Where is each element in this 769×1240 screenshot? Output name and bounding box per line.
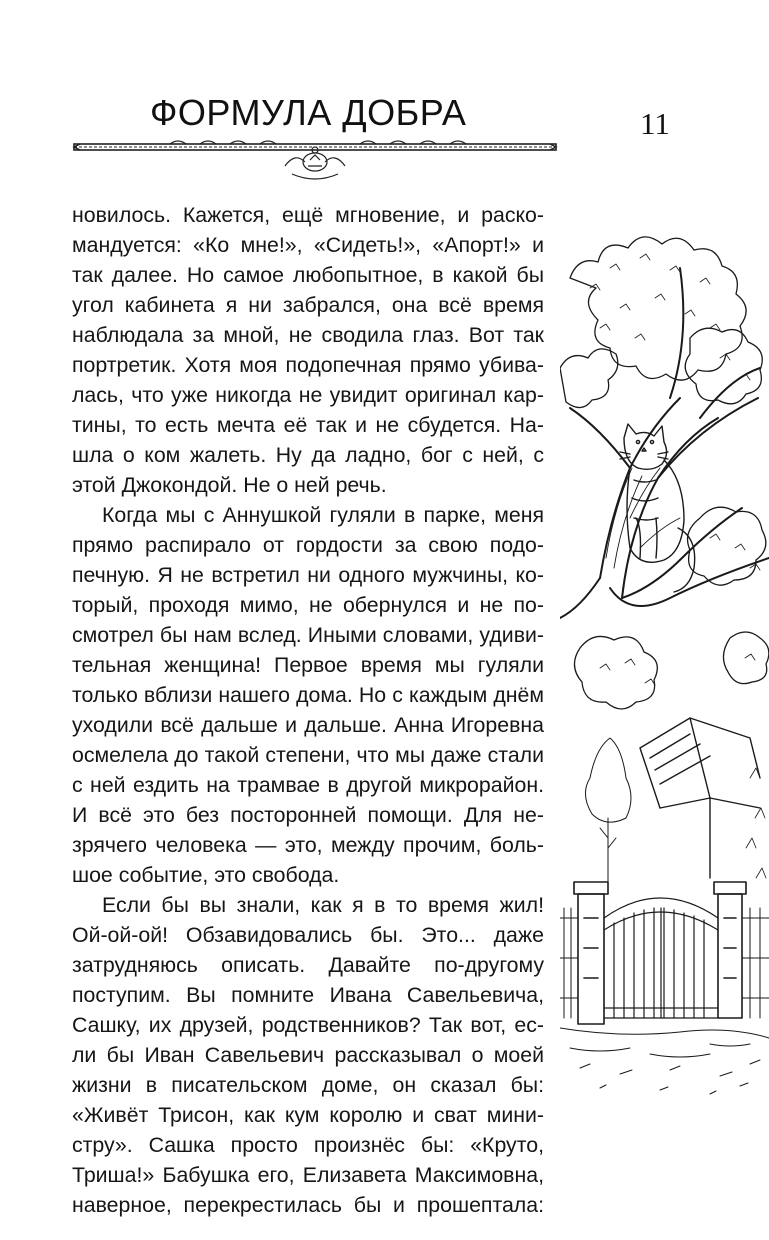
text-line: смотрел бы нам вслед. Иными словами, удиви-: [72, 623, 544, 647]
page-number: 11: [640, 106, 670, 141]
text-line: так далее. Но самое любопытное, в какой бы: [72, 263, 544, 287]
running-title: ФОРМУЛА ДОБРА: [150, 92, 467, 133]
text-line: ли бы Иван Савельевич рассказывал о моей: [72, 1043, 544, 1067]
text-line: «Живёт Трисон, как кум королю и сват мини-: [72, 1103, 544, 1127]
paragraph-1: [72, 200, 544, 500]
decorative-rule-ornament-icon: [70, 130, 560, 182]
body-text: [72, 200, 544, 1220]
text-line: прямо распирало от гордости за свою подо-: [72, 533, 544, 557]
text-line: Если бы вы знали, как я в то время жил!: [102, 893, 544, 917]
paragraph-3: [72, 890, 544, 1220]
text-line: лась, что уже никогда не увидит оригинал кар-: [72, 383, 544, 407]
text-line: тельная женщина! Первое время мы гуляли: [72, 653, 544, 677]
text-line: И всё это без посторонней помощи. Для не-: [72, 803, 544, 827]
text-line: жизни в писательском доме, он сказал бы:: [72, 1073, 544, 1097]
text-line: Ой-ой-ой! Обзавидовались бы. Это... даже: [72, 923, 544, 947]
tree-cat-gate-illustration-icon: [560, 218, 769, 1110]
text-line: новилось. Кажется, ещё мгновение, и раско-: [72, 203, 544, 227]
text-line: этой Джокондой. Не о ней речь.: [72, 473, 387, 497]
text-line: наблюдала за мной, не сводила глаз. Вот так: [72, 323, 544, 347]
text-line: зрячего человека — это, между прочим, боль-: [72, 833, 544, 857]
text-line: только вблизи нашего дома. Но с каждым днём: [72, 683, 544, 707]
text-line: мандуется: «Ко мне!», «Сидеть!», «Апорт!» и: [72, 233, 544, 257]
text-line: с ней ездить на трамвае в другой микрорайон.: [72, 773, 544, 797]
text-line: стру». Сашка просто произнёс бы: «Круто,: [72, 1133, 544, 1157]
text-line: Когда мы с Аннушкой гуляли в парке, меня: [102, 503, 544, 527]
text-line: шое событие, это свобода.: [72, 863, 340, 887]
text-line: наверное, перекрестилась бы и прошептала:: [72, 1193, 544, 1217]
text-line: тины, то есть мечта её так и не сбудется. На-: [72, 413, 544, 437]
text-line: поступим. Вы помните Ивана Савельевича,: [72, 983, 544, 1007]
text-line: угол кабинета я ни забрался, она всё время: [72, 293, 544, 317]
text-line: осмелела до такой степени, что мы даже стали: [72, 743, 544, 767]
text-line: шла о ком жалеть. Ну да ладно, бог с ней, с: [72, 443, 544, 467]
text-line: уходили всё дальше и дальше. Анна Игоревна: [72, 713, 544, 737]
text-line: портретик. Хотя моя подопечная прямо убива-: [72, 353, 544, 377]
text-line: затрудняюсь описать. Давайте по-другому: [72, 953, 544, 977]
text-line: Триша!» Бабушка его, Елизавета Максимовна,: [72, 1163, 544, 1187]
text-line: торый, проходя мимо, не обернулся и не по-: [72, 593, 544, 617]
paragraph-2: [72, 500, 544, 890]
text-line: Сашку, их друзей, родственников? Так вот, ес-: [72, 1013, 544, 1037]
text-line: печную. Я не встретил ни одного мужчины, ко-: [72, 563, 544, 587]
